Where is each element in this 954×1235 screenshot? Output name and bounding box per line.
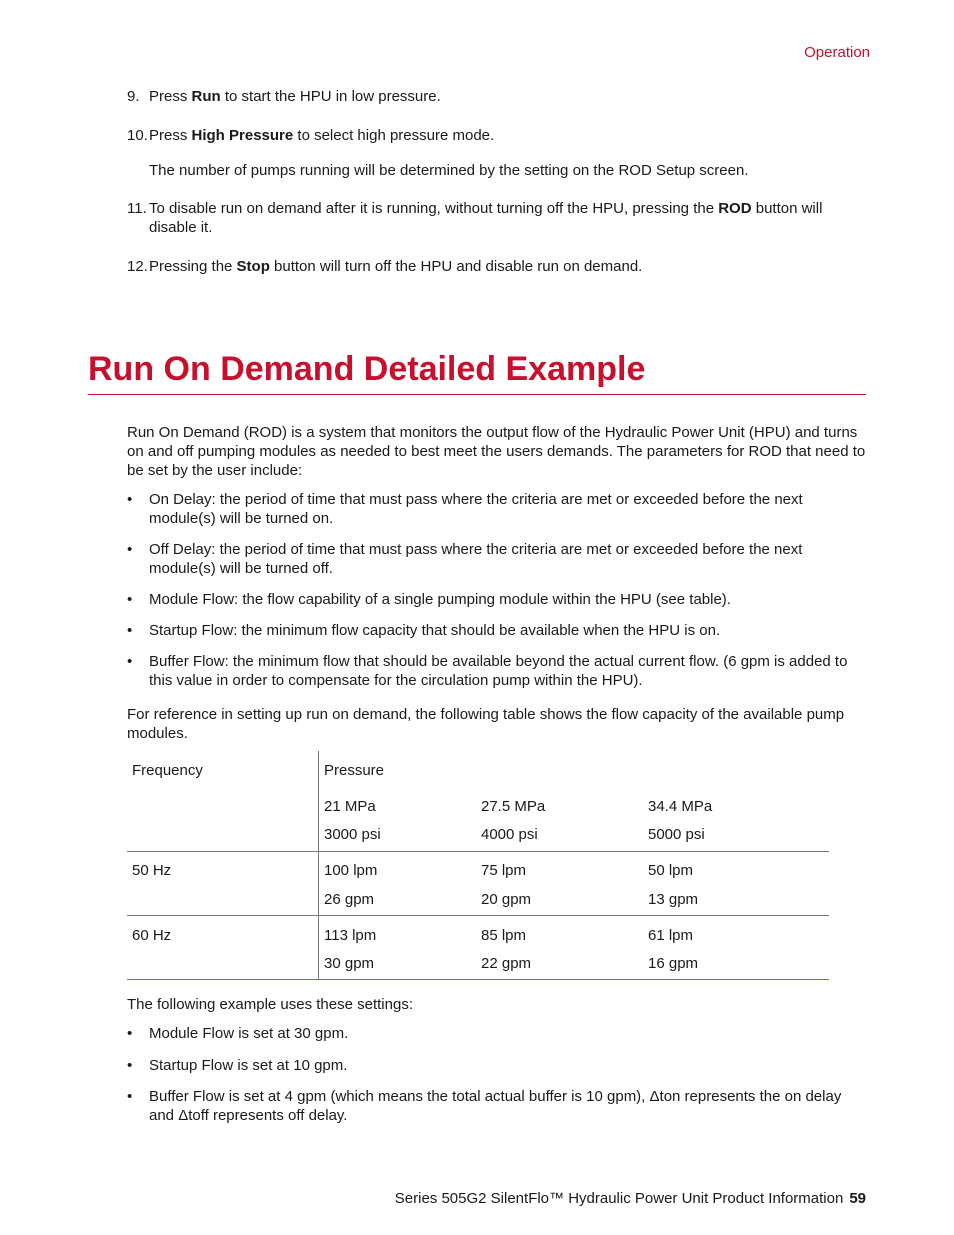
bullet-text: Buffer Flow is set at 4 gpm (which means the total actual buffer is 10 gpm), Δton represents the on delay and Δtoff represents off delay. <box>149 1088 842 1124</box>
pressure-mpa: 34.4 MPa <box>648 798 713 815</box>
step-text: button will turn off the HPU and disable run on demand. <box>269 258 643 275</box>
cell-gpm: 30 gpm <box>324 955 375 972</box>
bullet-marker: • <box>127 653 133 670</box>
cell-gpm: 16 gpm <box>648 955 699 972</box>
step-text: Pressing the <box>149 258 237 275</box>
parameter-bullet <box>127 540 869 578</box>
table-bottom-rule <box>127 979 829 980</box>
running-header-section: Operation <box>804 44 870 61</box>
step-text: Press <box>149 127 192 144</box>
step-text: button will disable it. <box>149 200 823 236</box>
table-column-divider <box>318 751 319 980</box>
table-row-divider <box>127 915 829 916</box>
step-12 <box>127 257 867 276</box>
step-11 <box>127 199 867 237</box>
example-intro-paragraph: The following example uses these settings: <box>127 996 413 1013</box>
step-10 <box>127 126 867 145</box>
table-row-divider <box>127 851 829 852</box>
parameter-bullet <box>127 590 869 609</box>
bullet-marker: • <box>127 1057 133 1074</box>
step-text: to start the HPU in low pressure. <box>220 88 441 105</box>
bullet-text: Module Flow: the flow capability of a single pumping module within the HPU (see table). <box>149 591 731 608</box>
bullet-text: Startup Flow is set at 10 gpm. <box>149 1057 348 1074</box>
bullet-text: Buffer Flow: the minimum flow that should be available beyond the actual current flow. (6 gpm is added to this value in order to compensate for the circulation pump within the HPU). <box>149 653 848 689</box>
header-frequency: Frequency <box>132 762 203 779</box>
step-number: 9. <box>127 88 140 105</box>
step-number: 11. <box>127 200 147 217</box>
row-frequency: 50 Hz <box>132 862 172 879</box>
cell-lpm: 113 lpm <box>324 927 377 944</box>
page-footer <box>395 1189 866 1208</box>
bullet-marker: • <box>127 1025 133 1042</box>
setting-bullet <box>127 1024 869 1043</box>
step-9 <box>127 87 867 106</box>
setting-bullet <box>127 1056 869 1075</box>
bullet-marker: • <box>127 622 133 639</box>
pressure-psi: 4000 psi <box>481 826 538 843</box>
step-10-note: The number of pumps running will be determined by the setting on the ROD Setup screen. <box>149 162 749 179</box>
cell-lpm: 61 lpm <box>648 927 694 944</box>
cell-gpm: 13 gpm <box>648 891 699 908</box>
step-text: to select high pressure mode. <box>293 127 495 144</box>
row-frequency: 60 Hz <box>132 927 172 944</box>
header-pressure: Pressure <box>324 762 385 779</box>
step-bold-term: Run <box>191 88 221 105</box>
pressure-psi: 5000 psi <box>648 826 705 843</box>
table-intro-paragraph: For reference in setting up run on demand, the following table shows the flow capacity of the available pump modules. <box>127 706 845 742</box>
pressure-psi: 3000 psi <box>324 826 381 843</box>
bullet-text: Startup Flow: the minimum flow capacity that should be available when the HPU is on. <box>149 622 721 639</box>
title-underline-rule <box>88 394 866 395</box>
pressure-mpa: 21 MPa <box>324 798 376 815</box>
step-text: Press <box>149 88 192 105</box>
step-number: 12. <box>127 258 148 275</box>
footer-title: Series 505G2 SilentFlo™ Hydraulic Power Unit Product Information <box>394 1190 844 1207</box>
parameter-bullet <box>127 621 869 640</box>
bullet-text: Module Flow is set at 30 gpm. <box>149 1025 349 1042</box>
pressure-mpa: 27.5 MPa <box>481 798 546 815</box>
cell-lpm: 50 lpm <box>648 862 694 879</box>
parameter-bullet <box>127 490 869 528</box>
step-number: 10. <box>127 127 148 144</box>
cell-gpm: 22 gpm <box>481 955 532 972</box>
cell-lpm: 85 lpm <box>481 927 527 944</box>
section-title: Run On Demand Detailed Example <box>88 350 646 388</box>
step-text: To disable run on demand after it is running, without turning off the HPU, pressing the <box>149 200 719 217</box>
bullet-marker: • <box>127 491 133 508</box>
bullet-marker: • <box>127 1088 133 1105</box>
bullet-marker: • <box>127 591 133 608</box>
step-bold-term: Stop <box>236 258 270 275</box>
bullet-text: Off Delay: the period of time that must pass where the criteria are met or exceeded before the next module(s) will be turned off. <box>149 541 803 577</box>
parameter-bullet <box>127 652 869 690</box>
setting-bullet <box>127 1087 869 1125</box>
page-number: 59 <box>849 1190 866 1207</box>
cell-lpm: 100 lpm <box>324 862 378 879</box>
step-bold-term: High Pressure <box>191 127 294 144</box>
intro-paragraph: Run On Demand (ROD) is a system that monitors the output flow of the Hydraulic Power Unit (HPU) and turns on and off pumping modules as needed to best meet the users demands. The parameters for ROD that need to be set by the user include: <box>127 424 866 479</box>
bullet-marker: • <box>127 541 133 558</box>
bullet-text: On Delay: the period of time that must pass where the criteria are met or exceeded before the next module(s) will be turned on. <box>149 491 803 527</box>
cell-gpm: 26 gpm <box>324 891 375 908</box>
step-bold-term: ROD <box>718 200 752 217</box>
flow-capacity-table <box>127 751 829 980</box>
cell-lpm: 75 lpm <box>481 862 527 879</box>
cell-gpm: 20 gpm <box>481 891 532 908</box>
